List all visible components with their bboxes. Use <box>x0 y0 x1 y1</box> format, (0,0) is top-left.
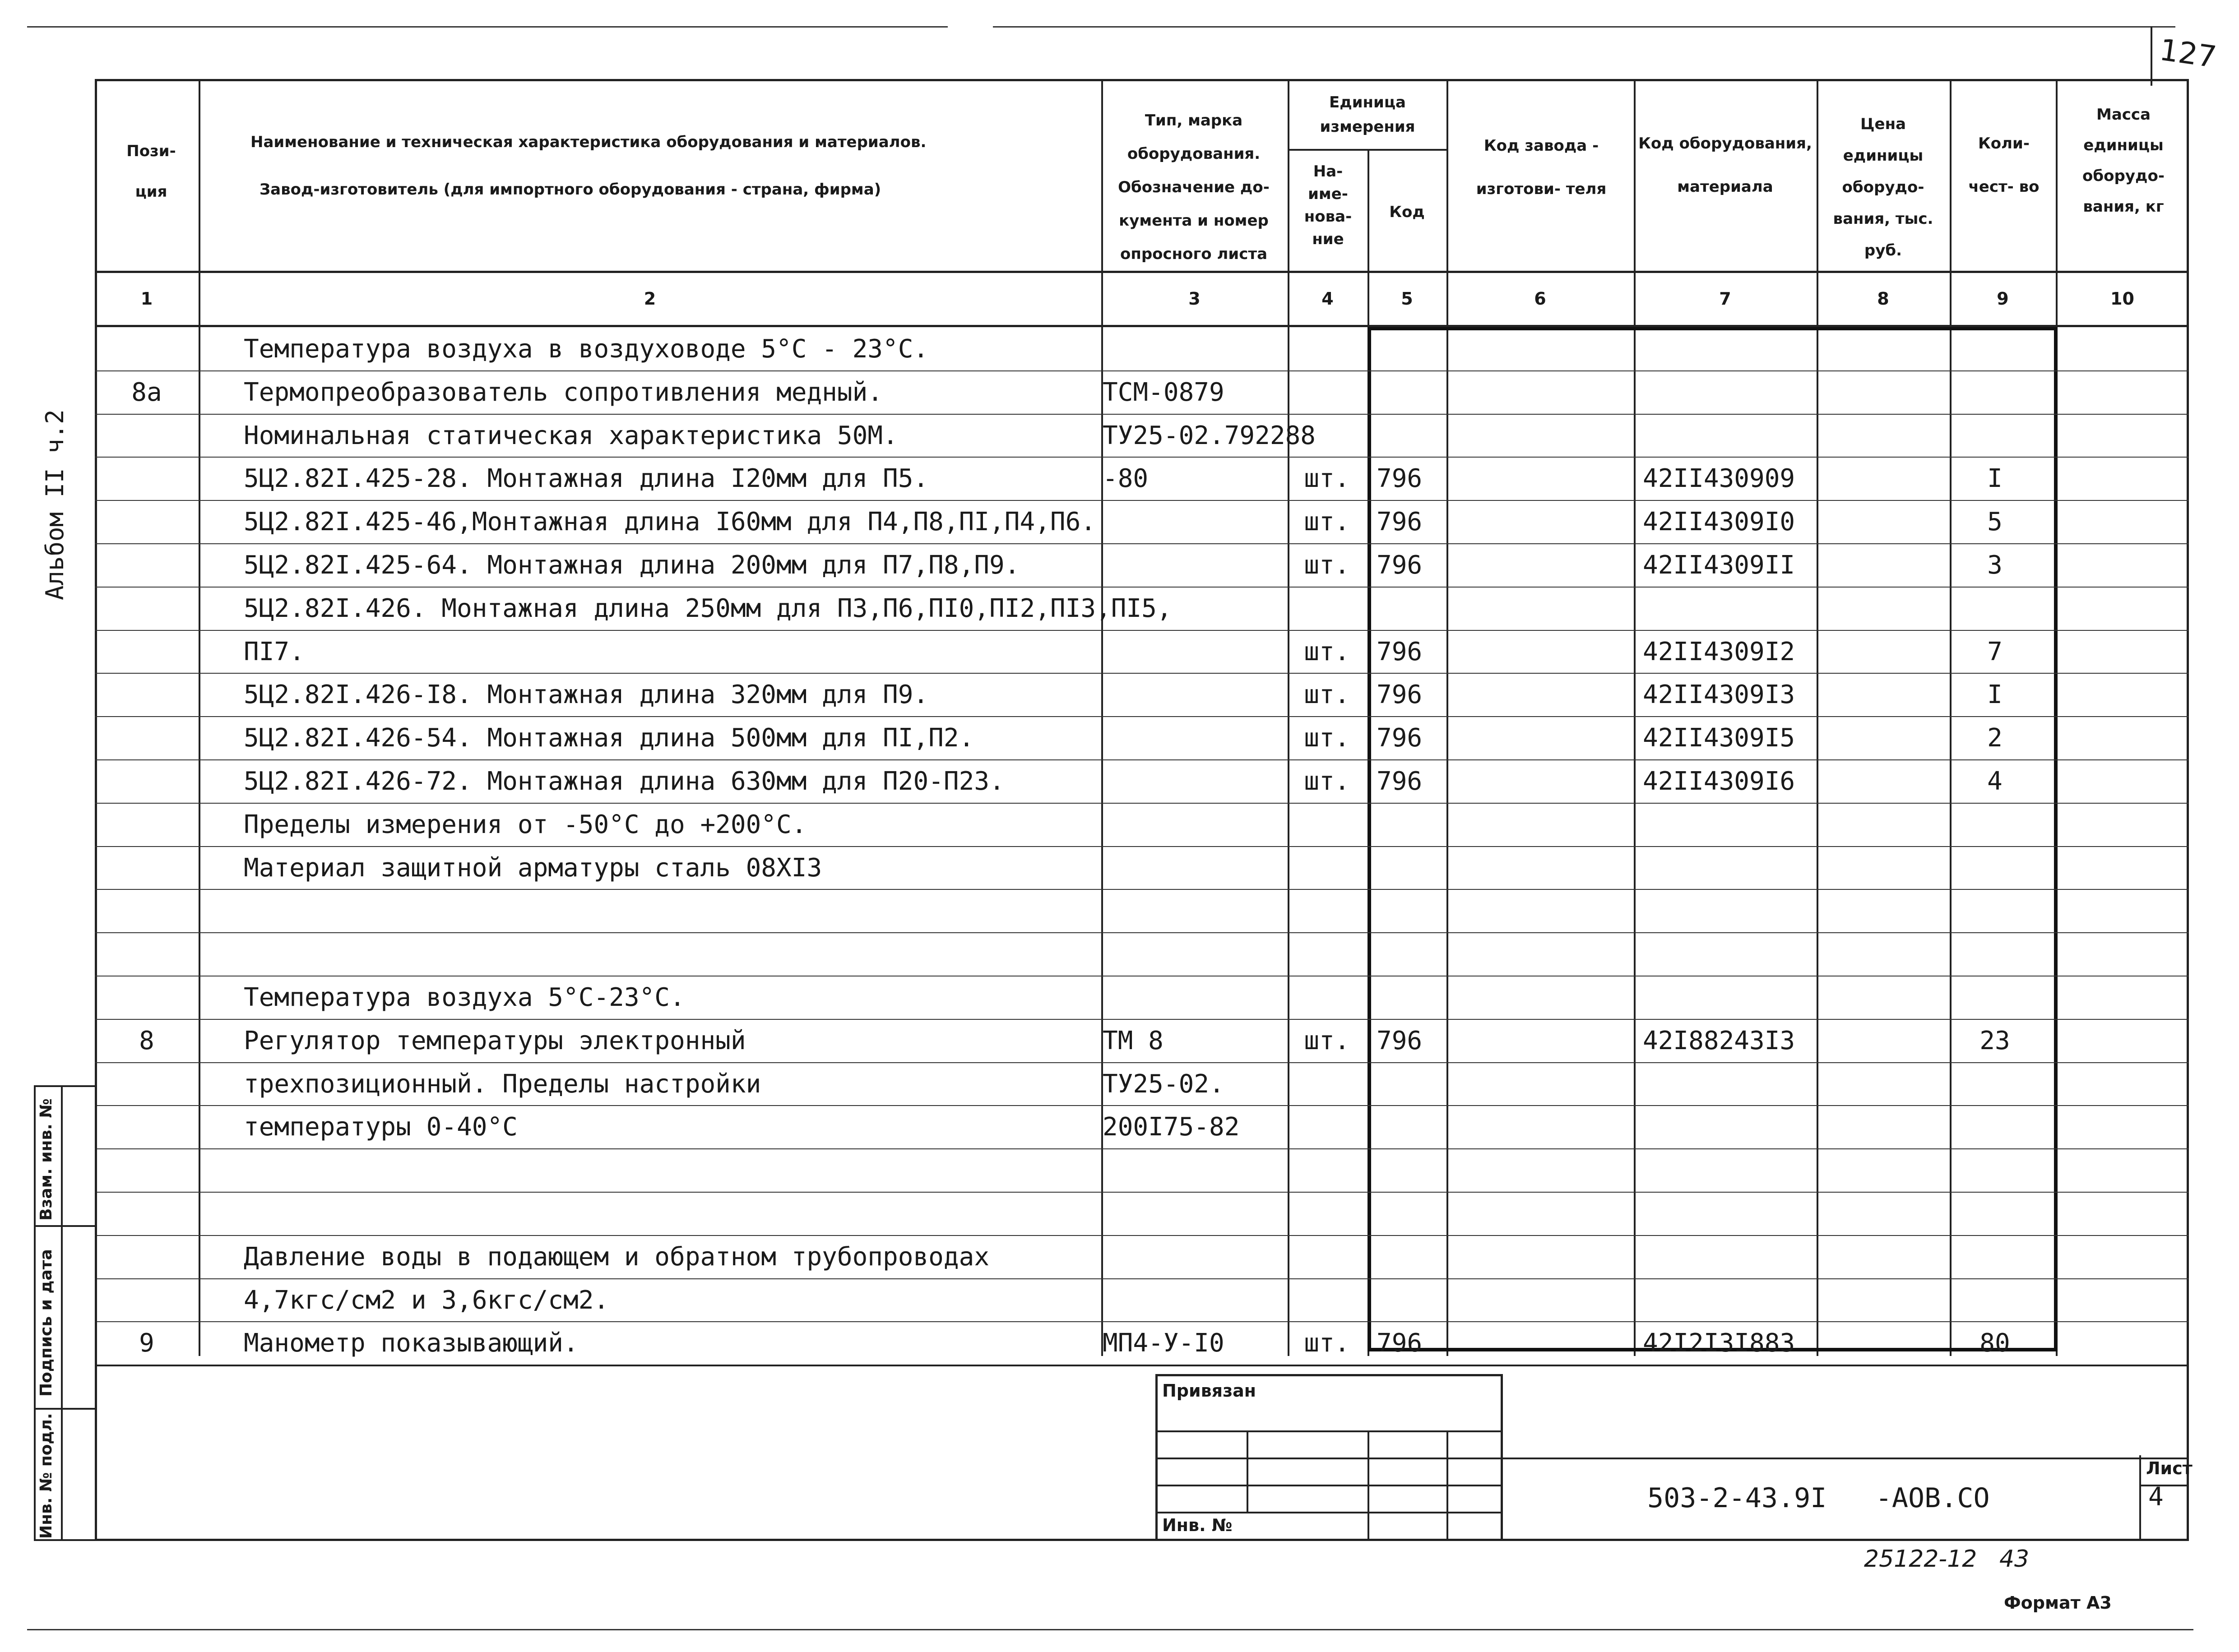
corner-box-left <box>2151 26 2152 86</box>
name-cell: Регулятор температуры электронный <box>244 1026 746 1055</box>
privyazan-line-4 <box>1155 1512 1503 1513</box>
table-row <box>95 457 2189 501</box>
name-cell: 5Ц2.82I.425-46,Монтажная длина I60мм для П4,П8,ПI,П4,П6. <box>244 507 1096 537</box>
position-cell <box>95 1062 199 1106</box>
material-code-cell: 42I88243I3 <box>1643 1026 1795 1055</box>
table-row <box>95 1321 2189 1365</box>
side-stamp-line-2 <box>34 1408 97 1410</box>
position-cell <box>95 414 199 458</box>
unit-cell <box>1286 1062 1368 1106</box>
quantity-cell: 7 <box>1987 637 2003 666</box>
list-cell-divider <box>2139 1485 2189 1486</box>
unit-code-cell: 796 <box>1377 637 1423 666</box>
unit-cell <box>1286 1235 1368 1279</box>
type-cell: ТМ 8 <box>1103 1026 1164 1055</box>
colnum-5: 5 <box>1401 289 1413 309</box>
type-cell: -80 <box>1103 464 1149 494</box>
quantity-cell <box>1954 889 2035 933</box>
name-cell: Температура воздуха 5°С-23°С. <box>244 983 685 1012</box>
name-cell: 4,7кгс/см2 и 3,6кгс/см2. <box>244 1285 609 1315</box>
position-cell <box>95 1278 199 1323</box>
quantity-cell <box>1954 1105 2035 1149</box>
position-cell <box>95 630 199 674</box>
colnum-1: 1 <box>140 289 153 309</box>
name-cell: 5Ц2.82I.425-64. Монтажная длина 200мм для П7,П8,П9. <box>244 551 1020 580</box>
type-cell: ТУ25-02.792288 <box>1103 421 1316 450</box>
unit-code-cell: 796 <box>1377 507 1423 537</box>
unit-cell: шт. <box>1304 1328 1350 1358</box>
colnum-3: 3 <box>1188 289 1201 309</box>
quantity-cell <box>1954 1148 2035 1193</box>
position-cell: 9 <box>139 1328 154 1358</box>
quantity-cell: 23 <box>1979 1026 2010 1055</box>
position-cell <box>95 1192 199 1236</box>
table-row <box>95 587 2189 631</box>
quantity-cell: I <box>1987 680 2003 710</box>
table-row <box>95 1148 2189 1193</box>
header-qty: Коли- чест- во <box>1968 134 2040 196</box>
table-row <box>95 673 2189 717</box>
header-unit: Единица измерения <box>1320 93 1415 136</box>
position-cell <box>95 457 199 501</box>
table-row <box>95 759 2189 804</box>
privyazan-line-3 <box>1155 1485 1503 1486</box>
unit-code-cell: 796 <box>1377 1026 1423 1055</box>
table-row <box>95 1019 2189 1063</box>
quantity-cell <box>1954 846 2035 890</box>
name-cell: 5Ц2.82I.426-72. Монтажная длина 630мм для П20-П23. <box>244 767 1005 796</box>
unit-code-cell: 796 <box>1377 767 1423 796</box>
unit-cell: шт. <box>1304 464 1350 494</box>
material-code-cell: 42II4309I0 <box>1643 507 1795 537</box>
privyazan-v-1 <box>1247 1430 1248 1512</box>
table-row <box>95 1105 2189 1149</box>
colnum-9: 9 <box>1997 289 2009 309</box>
material-code-cell: 42II4309I2 <box>1643 637 1795 666</box>
side-stamp-line-1 <box>34 1225 97 1227</box>
side-label-inv-podl: Инв. № подл. <box>37 1413 56 1539</box>
quantity-cell: 80 <box>1979 1328 2010 1358</box>
quantity-cell: 3 <box>1987 551 2003 580</box>
unit-code-cell: 796 <box>1377 680 1423 710</box>
unit-cell: шт. <box>1304 680 1350 710</box>
type-cell: 200I75-82 <box>1103 1112 1240 1142</box>
name-cell: трехпозиционный. Пределы настройки <box>244 1069 761 1099</box>
table-row <box>95 1062 2189 1106</box>
unit-cell <box>1286 327 1368 371</box>
quantity-cell <box>1954 370 2035 415</box>
quantity-cell: 4 <box>1987 767 2003 796</box>
quantity-cell <box>1954 587 2035 631</box>
unit-cell: шт. <box>1304 637 1350 666</box>
unit-cell <box>1286 1192 1368 1236</box>
material-code-cell: 42I2I3I883 <box>1643 1328 1795 1358</box>
colnum-8: 8 <box>1877 289 1889 309</box>
table-row <box>95 1278 2189 1323</box>
table-row <box>95 889 2189 933</box>
table-row <box>95 630 2189 674</box>
header-bottom-line <box>95 271 2189 273</box>
doc-code: 503-2-43.9I -АОВ.СО <box>1647 1482 1990 1514</box>
colnum-6: 6 <box>1534 289 1546 309</box>
list-cell-left <box>2139 1455 2141 1541</box>
table-row <box>95 327 2189 371</box>
side-stamp-divider <box>61 1085 63 1541</box>
table-row <box>95 716 2189 760</box>
quantity-cell <box>1954 327 2035 371</box>
quantity-cell <box>1954 1235 2035 1279</box>
table-row <box>95 932 2189 976</box>
unit-cell <box>1286 976 1368 1020</box>
top-scan-line <box>27 26 948 28</box>
side-label-podpis: Подпись и дата <box>37 1249 56 1397</box>
header-unit-name: На- име- нова- ние <box>1304 162 1352 248</box>
privyazan-label: Привязан <box>1162 1381 1256 1401</box>
name-cell: Температура воздуха в воздуховоде 5°С - 23°С. <box>244 334 929 364</box>
quantity-cell <box>1954 414 2035 458</box>
table-row <box>95 976 2189 1020</box>
unit-cell <box>1286 1105 1368 1149</box>
quantity-cell: 5 <box>1987 507 2003 537</box>
table-row <box>95 500 2189 544</box>
bottom-scan-line <box>27 1629 2193 1630</box>
unit-cell <box>1286 803 1368 847</box>
bottom-number: 25122-12 43 <box>1864 1546 2030 1573</box>
position-cell <box>95 803 199 847</box>
unit-code-cell: 796 <box>1377 464 1423 494</box>
material-code-cell: 42II430909 <box>1643 464 1795 494</box>
unit-code-cell: 796 <box>1377 551 1423 580</box>
position-cell: 8 <box>139 1026 154 1055</box>
name-cell: 5Ц2.82I.426-54. Монтажная длина 500мм для ПI,П2. <box>244 723 974 753</box>
quantity-cell <box>1954 976 2035 1020</box>
unit-cell: шт. <box>1304 551 1350 580</box>
name-cell: ПI7. <box>244 637 305 666</box>
quantity-cell <box>1954 1192 2035 1236</box>
colnum-7: 7 <box>1719 289 1731 309</box>
side-label-vzam: Взам. инв. № <box>37 1098 56 1221</box>
header-material-code: Код оборудования, материала <box>1638 134 1812 196</box>
table-row <box>95 414 2189 458</box>
name-cell: Манометр показывающий. <box>244 1328 579 1358</box>
quantity-cell: I <box>1987 464 2003 494</box>
unit-cell <box>1286 932 1368 976</box>
privyazan-line-1 <box>1155 1430 1503 1432</box>
header-price: Цена единицы оборудо- вания, тыс. руб. <box>1833 115 1933 259</box>
position-cell <box>95 846 199 890</box>
colnum-10: 10 <box>2110 289 2134 309</box>
name-cell: Материал защитной арматуры сталь 08ХI3 <box>244 853 822 883</box>
privyazan-v-3 <box>1446 1430 1448 1541</box>
name-cell: температуры 0-40°С <box>244 1112 518 1142</box>
top-scan-line-2 <box>993 26 2175 28</box>
quantity-cell: 2 <box>1987 723 2003 753</box>
format-label: Формат А3 <box>2004 1593 2112 1613</box>
colnum-4: 4 <box>1321 289 1334 309</box>
material-code-cell: 42II4309II <box>1643 551 1795 580</box>
position-cell <box>95 1235 199 1279</box>
header-name-line2: Завод-изготовитель (для импортного оборудования - страна, фирма) <box>260 180 881 199</box>
position-cell <box>95 932 199 976</box>
position-cell <box>95 716 199 760</box>
title-block-top <box>1503 1458 2189 1459</box>
table-row <box>95 846 2189 890</box>
unit-cell: шт. <box>1304 767 1350 796</box>
unit-cell <box>1286 1278 1368 1323</box>
list-label: Лист <box>2146 1458 2193 1478</box>
name-cell: 5Ц2.82I.425-28. Монтажная длина I20мм для П5. <box>244 464 929 494</box>
position-cell <box>95 543 199 588</box>
type-cell: ТУ25-02. <box>1103 1069 1224 1099</box>
position-cell <box>95 587 199 631</box>
inv-no-label: Инв. № <box>1162 1515 1233 1535</box>
material-code-cell: 42II4309I6 <box>1643 767 1795 796</box>
header-name-line1: Наименование и техническая характеристика оборудования и материалов. <box>250 133 927 151</box>
header-type: Тип, марка оборудования. Обозначение до- кумента и номер опросного листа <box>1118 111 1270 263</box>
quantity-cell <box>1954 1278 2035 1323</box>
header-pos: Пози- ция <box>126 142 176 201</box>
corner-sheet-number: 127 <box>2157 32 2219 75</box>
table-row <box>95 543 2189 588</box>
privyazan-line-2 <box>1155 1458 1503 1459</box>
unit-cell <box>1286 889 1368 933</box>
unit-cell: шт. <box>1304 1026 1350 1055</box>
quantity-cell <box>1954 803 2035 847</box>
quantity-cell <box>1954 932 2035 976</box>
header-mass: Масса единицы оборудо- вания, кг <box>2082 106 2165 216</box>
header-unit-code: Код <box>1389 203 1425 221</box>
album-label: Альбом II ч.2 <box>41 409 69 600</box>
type-cell: ТСМ-0879 <box>1103 377 1224 407</box>
unit-cell <box>1286 414 1368 458</box>
colnum-2: 2 <box>644 289 656 309</box>
position-cell <box>95 500 199 544</box>
name-cell: 5Ц2.82I.426. Монтажная длина 250мм для П3,П6,ПI0,ПI2,ПI3,ПI5, <box>244 593 1172 623</box>
unit-cell <box>1286 1148 1368 1193</box>
position-cell: 8а <box>131 377 162 407</box>
privyazan-v-2 <box>1368 1430 1369 1541</box>
position-cell <box>95 889 199 933</box>
material-code-cell: 42II4309I5 <box>1643 723 1795 753</box>
type-cell: МП4-У-I0 <box>1103 1328 1224 1358</box>
table-row <box>95 370 2189 415</box>
position-cell <box>95 759 199 804</box>
table-row <box>95 803 2189 847</box>
name-cell: Пределы измерения от -50°С до +200°С. <box>244 810 807 839</box>
unit-cell <box>1286 846 1368 890</box>
unit-cell: шт. <box>1304 507 1350 537</box>
quantity-cell <box>1954 1062 2035 1106</box>
position-cell <box>95 327 199 371</box>
unit-cell <box>1286 587 1368 631</box>
material-code-cell: 42II4309I3 <box>1643 680 1795 710</box>
unit-cell: шт. <box>1304 723 1350 753</box>
unit-subheader-line <box>1288 149 1446 151</box>
name-cell: Давление воды в подающем и обратном трубопроводах <box>244 1242 990 1272</box>
table-row <box>95 1235 2189 1279</box>
position-cell <box>95 673 199 717</box>
position-cell <box>95 1148 199 1193</box>
position-cell <box>95 976 199 1020</box>
name-cell: Номинальная статическая характеристика 50М. <box>244 421 898 450</box>
header-factory-code: Код завода - изготови- теля <box>1476 137 1607 198</box>
unit-code-cell: 796 <box>1377 1328 1423 1358</box>
name-cell: Термопреобразователь сопротивления медный. <box>244 377 883 407</box>
position-cell <box>95 1105 199 1149</box>
list-number: 4 <box>2148 1482 2164 1512</box>
unit-code-cell: 796 <box>1377 723 1423 753</box>
table-row <box>95 1192 2189 1236</box>
name-cell: 5Ц2.82I.426-I8. Монтажная длина 320мм для П9. <box>244 680 929 710</box>
unit-cell <box>1286 370 1368 415</box>
